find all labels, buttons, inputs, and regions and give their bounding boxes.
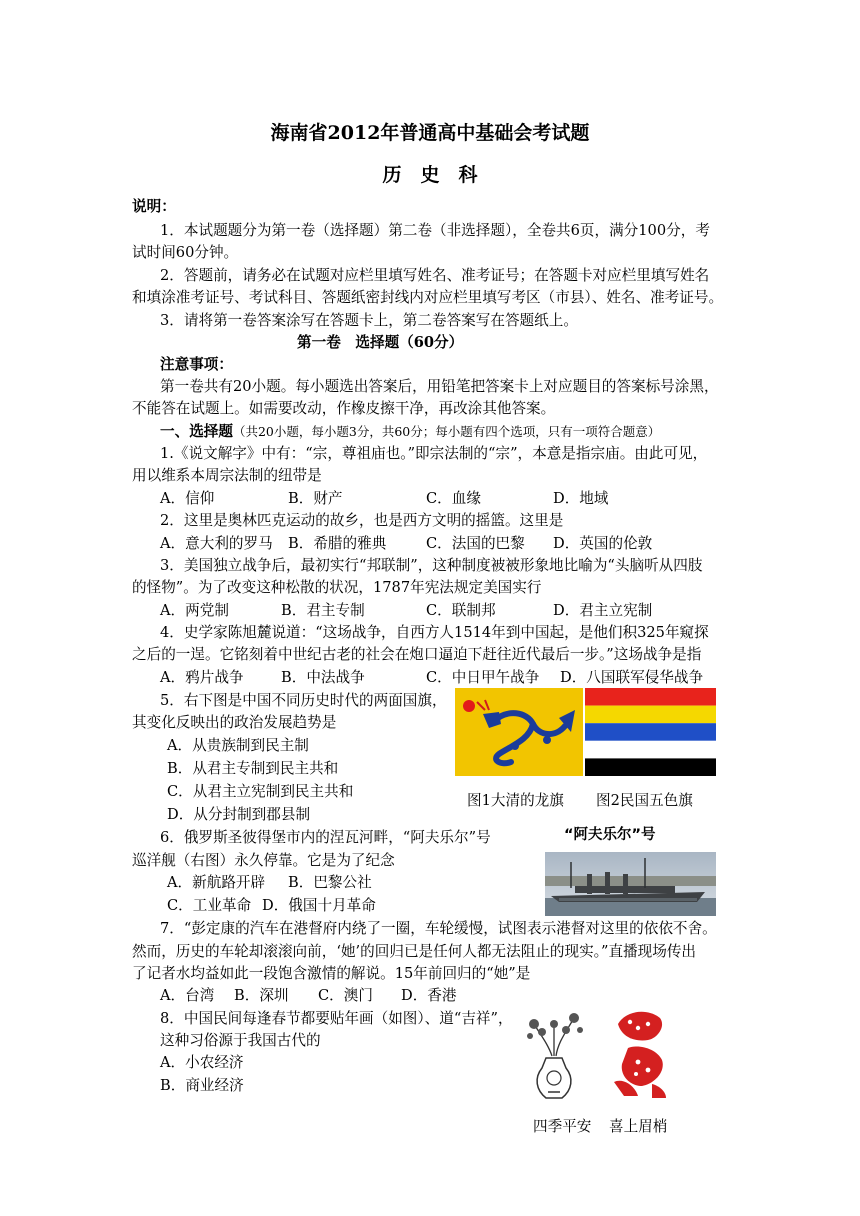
part1-heading: 第一卷 选择题（60分） (297, 334, 464, 351)
magpie-papercut-image (608, 1004, 672, 1100)
instruction-1-line-2: 试时间60分钟。 (132, 244, 239, 261)
q7-option-c: C．澳门 (318, 987, 373, 1004)
q8-caption-1: 四季平安 (533, 1118, 592, 1135)
q4-line-2: 之后的一逞。它铭刻着中世纪古老的社会在炮口逼迫下赶往近代最后一步。”这场战争是指 (132, 646, 702, 663)
section1-heading (160, 422, 660, 442)
red-pearl-icon (463, 700, 475, 712)
q1-option-c: C．血缘 (426, 490, 481, 507)
q7-option-b: B．深圳 (234, 987, 289, 1004)
q4-option-b: B．中法战争 (281, 669, 365, 686)
q3-option-a: A．两党制 (160, 602, 229, 619)
aurora-cruiser-photo (545, 852, 716, 916)
q4-option-a: A．鸦片战争 (160, 669, 244, 686)
q5-line-1: 5．右下图是中国不同历史时代的两面国旗， (160, 692, 447, 709)
instruction-2-line-1: 2．答题前，请务必在试题对应栏里填写姓名、准考证号；在答题卡对应栏里填写姓名 (160, 267, 710, 284)
q6-line-1: 6．俄罗斯圣彼得堡市内的涅瓦河畔，“阿夫乐尔”号 (160, 829, 491, 846)
q5-option-c: C．从君主立宪制到民主共和 (167, 783, 354, 800)
q1-line-2: 用以维系本周宗法制的纽带是 (132, 467, 322, 484)
q2-option-d: D．英国的伦敦 (553, 535, 653, 552)
subject-title: 历 史 科 (382, 164, 478, 186)
q3-line-2: 的怪物”。为了改变这种松散的状况，1787年宪法规定美国实行 (132, 579, 542, 596)
q2-option-c: C．法国的巴黎 (426, 535, 525, 552)
q7-line-2: 然而，历史的车轮却滚滚向前，‘她’的回归已是任何人都无法阻止的现实。”直播现场传出 (132, 943, 697, 960)
q6-option-b: B．巴黎公社 (288, 874, 372, 891)
section1-label: 一、选择题 (160, 423, 233, 440)
q3-option-b: B．君主专制 (281, 602, 365, 619)
q1-option-d: D．地域 (553, 490, 609, 507)
q3-line-1: 3．美国独立战争后，最初实行“邦联制”，这种制度被被形象地比喻为“头脑听从四肢 (160, 557, 703, 574)
q3-option-d: D．君主立宪制 (553, 602, 653, 619)
aurora-image-title: “阿夫乐尔”号 (564, 827, 656, 843)
instructions-label: 说明： (132, 198, 176, 215)
q2-option-a: A．意大利的罗马 (160, 535, 273, 552)
q5-caption-2: 图2民国五色旗 (596, 792, 693, 809)
q5-option-d: D．从分封制到郡县制 (167, 806, 311, 823)
q2-option-b: B．希腊的雅典 (288, 535, 387, 552)
q7-line-3: 了记者水均益如此一段饱含激情的解说。15年前回归的“她”是 (132, 965, 531, 982)
q8-option-b: B．商业经济 (160, 1077, 244, 1094)
section1-desc: （共20小题，每小题3分，共60分；每小题有四个选项，只有一项符合题意） (232, 424, 661, 439)
flag-stripe-black (585, 758, 716, 776)
instruction-1-line-1: 1．本试题题分为第一卷（选择题）第二卷（非选择题），全卷共6页，满分100分，考 (160, 222, 710, 239)
flag-stripe-red (585, 688, 716, 706)
notes-line-2: 不能答在试题上。如需要改动，作橡皮擦干净，再改涂其他答案。 (132, 400, 556, 417)
vase-papercut-image (522, 1004, 592, 1104)
five-color-flag-image (585, 688, 716, 776)
q5-line-2: 其变化反映出的政治发展趋势是 (132, 714, 337, 731)
q5-option-a: A．从贵族制到民主制 (167, 737, 309, 754)
exam-title: 海南省2012年普通高中基础会考试题 (270, 122, 590, 144)
q5-option-b: B．从君主专制到民主共和 (167, 760, 339, 777)
q8-line-1: 8．中国民间每逢春节都要贴年画（如图）、道“吉祥”， (160, 1010, 513, 1027)
q6-option-a: A．新航路开辟 (167, 874, 266, 891)
q8-line-2: 这种习俗源于我国古代的 (160, 1032, 321, 1049)
q6-option-d: D．俄国十月革命 (262, 897, 376, 914)
flag-stripe-white (585, 741, 716, 759)
q2-line-1: 2．这里是奥林匹克运动的故乡，也是西方文明的摇篮。这里是 (160, 512, 564, 529)
flag-stripe-blue (585, 723, 716, 741)
q4-line-1: 4．史学家陈旭麓说道：“这场战争，自西方人1514年到中国起，是他们积325年窥探 (160, 624, 709, 641)
q6-option-c: C．工业革命 (167, 897, 252, 914)
instruction-2-line-2: 和填涂准考证号、考试科目、答题纸密封线内对应栏里填写考区（市县）、姓名、准考证号。 (132, 289, 724, 306)
q7-option-a: A．台湾 (160, 987, 215, 1004)
q4-option-d: D．八国联军侵华战争 (560, 669, 704, 686)
q7-line-1: 7．“彭定康的汽车在港督府内绕了一圈，车轮缓慢，试图表示港督对这里的依依不舍。 (160, 920, 717, 937)
instruction-3: 3．请将第一卷答案涂写在答题卡上，第二卷答案写在答题纸上。 (160, 312, 578, 329)
q1-option-b: B．财产 (288, 490, 343, 507)
q3-option-c: C．联制邦 (426, 602, 496, 619)
q5-caption-1: 图1大清的龙旗 (467, 792, 564, 809)
q1-line-1: 1.《说文解字》中有：“宗，尊祖庙也。”即宗法制的“宗”，本意是指宗庙。由此可见， (160, 445, 708, 462)
q1-option-a: A．信仰 (160, 490, 215, 507)
q6-line-2: 巡洋舰（右图）永久停靠。它是为了纪念 (132, 852, 395, 869)
q4-option-c: C．中日甲午战争 (426, 669, 540, 686)
q8-caption-2: 喜上眉梢 (609, 1118, 668, 1135)
notes-label: 注意事项： (160, 356, 233, 373)
q7-option-d: D．香港 (401, 987, 457, 1004)
qing-dragon-flag-image (455, 688, 583, 776)
notes-line-1: 第一卷共有20小题。每小题选出答案后，用铅笔把答案卡上对应题目的答案标号涂黑， (160, 378, 719, 395)
q8-option-a: A．小农经济 (160, 1054, 244, 1071)
flag-stripe-yellow (585, 706, 716, 724)
